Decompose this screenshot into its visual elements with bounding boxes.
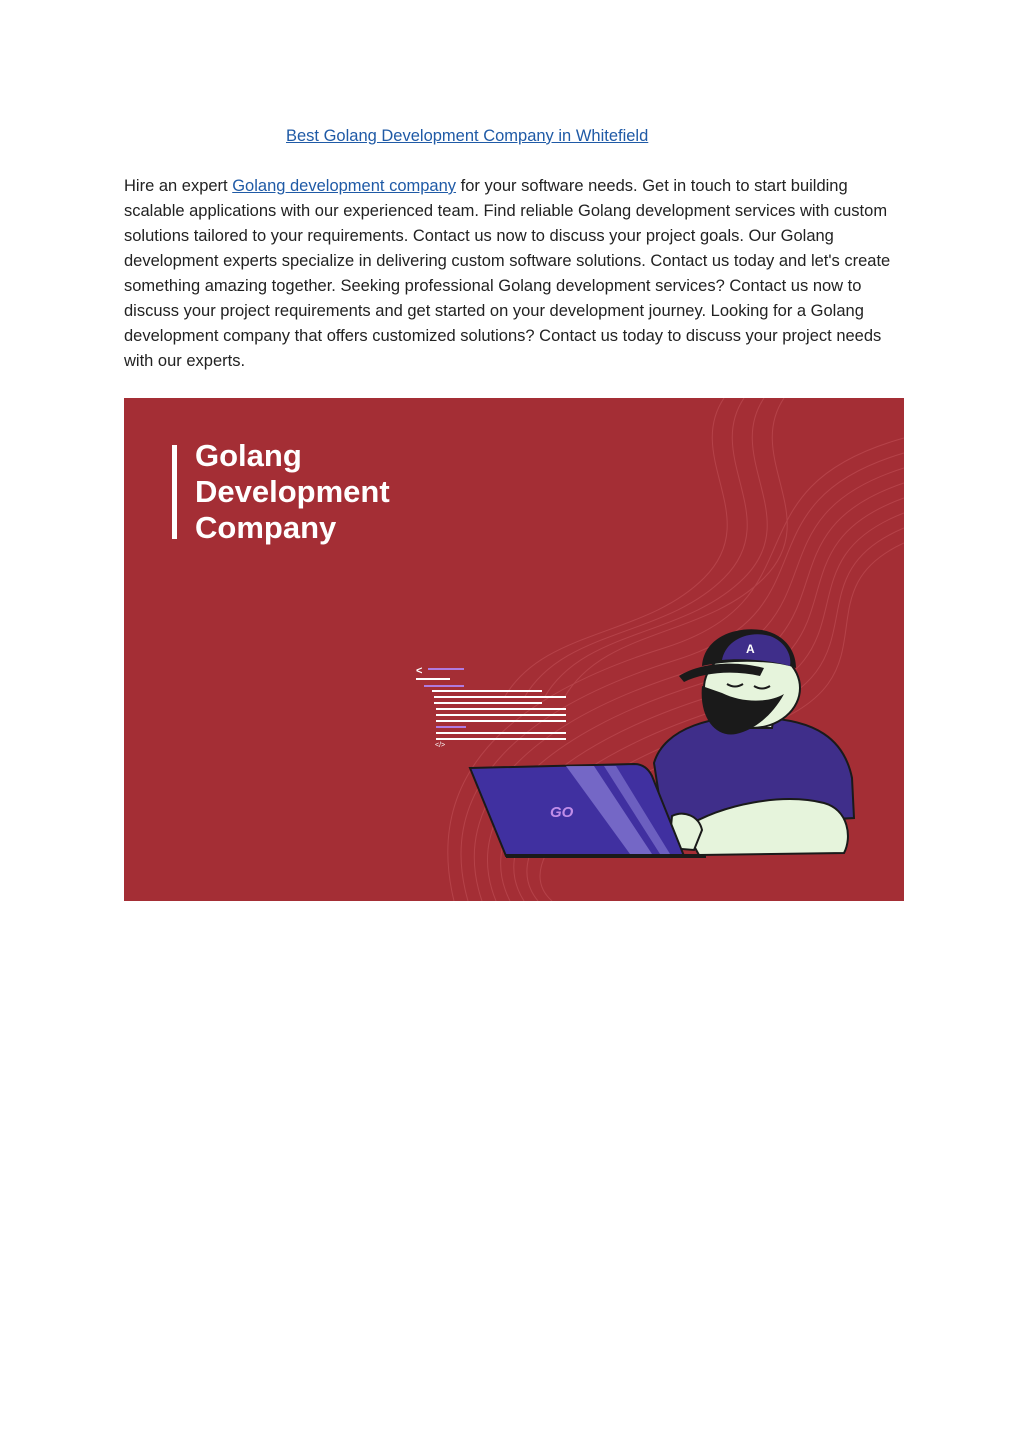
heading-accent-bar [172,445,177,539]
banner-heading-line2: Development [195,474,390,509]
cap-logo: A [746,642,755,656]
intro-paragraph [124,174,906,374]
golang-company-link[interactable]: Golang development company [232,177,457,195]
banner-illustration [124,398,904,901]
paragraph-text-after-link: for your software needs. Get in touch to start building scalable applications with our experienced team. Find reliable Golang development services with custom solutions tailored to your requirements. Contact us now to discuss your project goals. Our Golang development experts specialize in delivering custom software solutions. Contact us today and let's create something amazing together. Seeking professional Golang development services? Contact us now to discuss your project requirements and get started on your development journey. Looking for a Golang development company that offers customized solutions? Contact us today to discuss your project needs with our experts. [124,177,891,370]
code-close-glyph: </> [435,742,446,749]
laptop-go-logo: GO [550,804,574,821]
laptop-base [506,854,706,858]
banner-heading-line1: Golang [195,438,302,473]
document-title-link[interactable]: Best Golang Development Company in Whitefield [286,127,649,145]
banner-heading-line3: Company [195,510,337,545]
paragraph-text-before-link: Hire an expert [124,177,233,195]
banner-image [124,398,904,901]
code-open-glyph: < [416,665,423,677]
